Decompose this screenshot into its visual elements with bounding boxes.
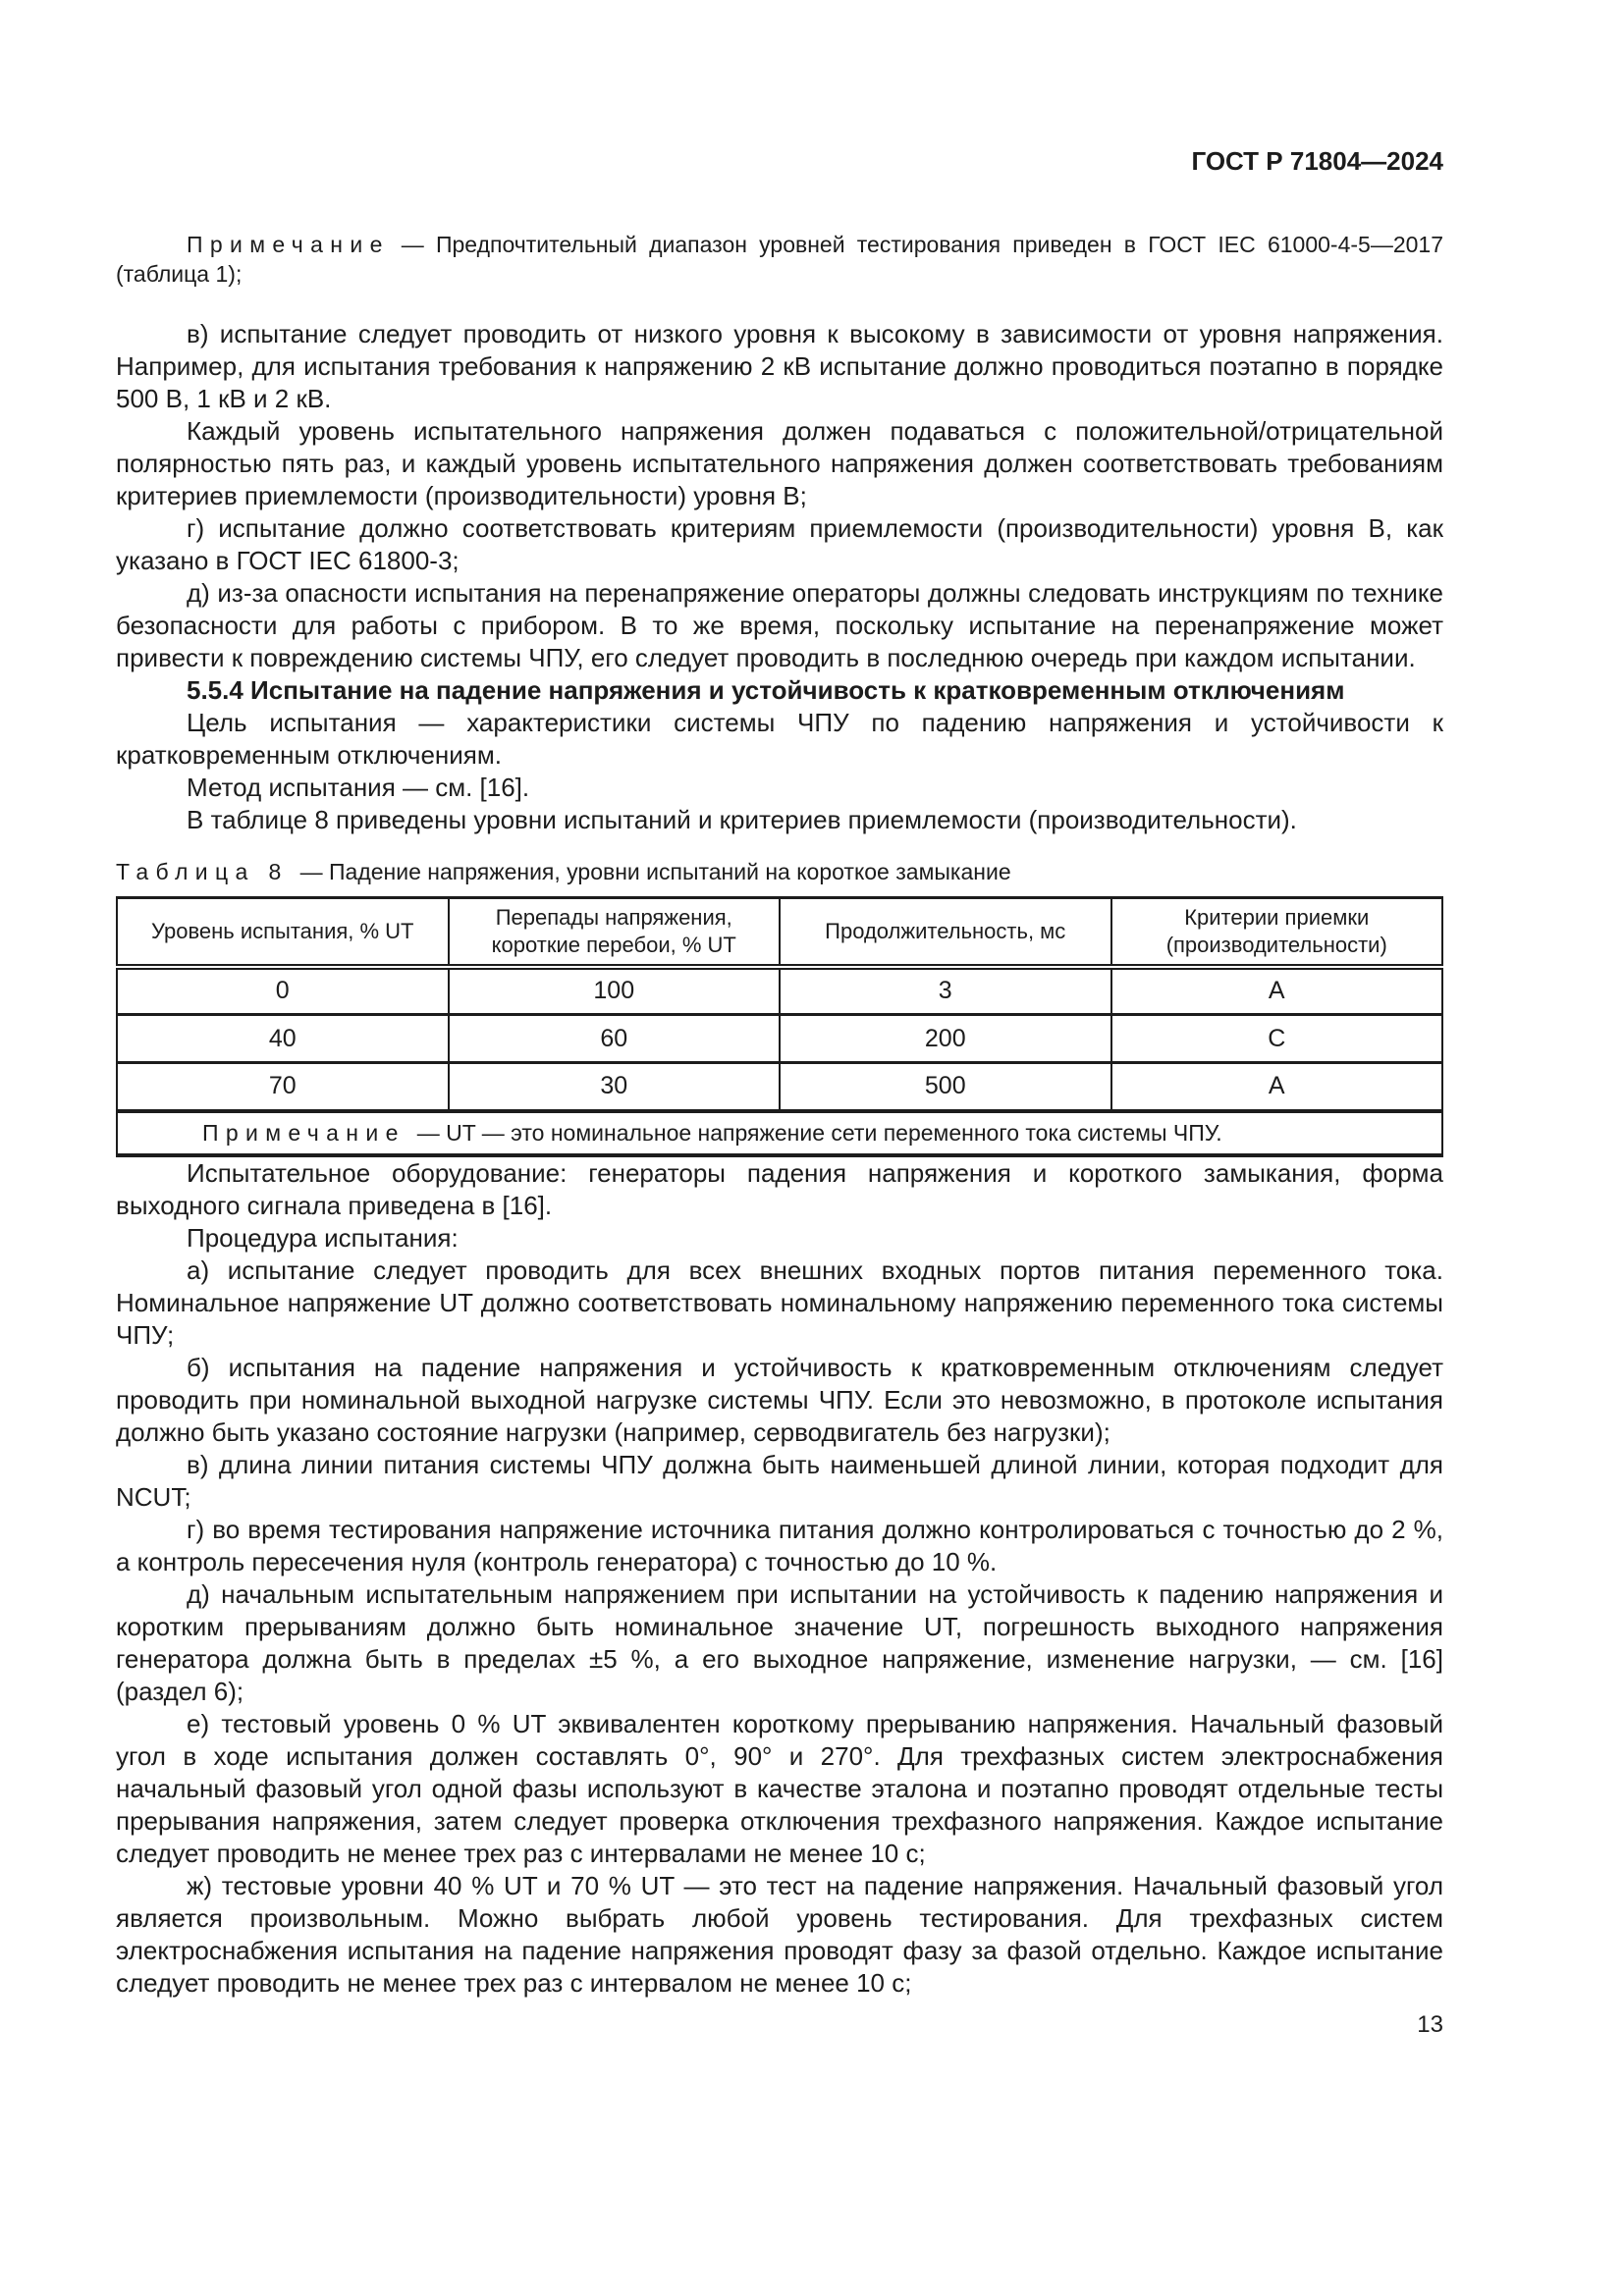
table-caption-label: Таблица 8 <box>116 859 289 884</box>
paragraph-equipment: Испытательное оборудование: генераторы падения напряжения и короткого замыкания, форма выходного сигнала приведена в [16]. <box>116 1157 1443 1220</box>
paragraph-a: а) испытание следует проводить для всех внешних входных портов питания переменного тока. Номинальное напряжение UT должно соответствовать номинальному напряжению переменного тока системы ЧПУ; <box>116 1255 1443 1350</box>
col-header-duration: Продолжительность, мс <box>780 898 1111 967</box>
paragraph-d: д) из-за опасности испытания на перенапряжение операторы должны следовать инструкциям по технике безопасности для работы с прибором. В то же время, поскольку испытание на перенапряжение может привести к повреждению системы ЧПУ, его следует проводить в последнюю очередь при каждом испытании. <box>116 578 1443 672</box>
table-caption-text: — Падение напряжения, уровни испытаний на короткое замыкание <box>299 859 1011 884</box>
paragraph-v2: в) длина линии питания системы ЧПУ должна быть наименьшей длиной линии, которая подходит для NCUT; <box>116 1449 1443 1512</box>
col-header-test-level: Уровень испытания, % UT <box>117 898 449 967</box>
cell-criteria: С <box>1111 1015 1443 1063</box>
table-caption <box>116 857 1443 886</box>
col-header-voltage-dips: Перепады напряжения, короткие перебои, % UT <box>449 898 781 967</box>
table-header-row <box>117 898 1442 967</box>
table-head <box>117 898 1442 967</box>
note-text: — Предпочтительный диапазон уровней тестирования приведен в ГОСТ IEC 61000-4-5—2017 (таблица 1); <box>116 232 1443 287</box>
table-note-text: — UT — это номинальное напряжение сети переменного тока системы ЧПУ. <box>416 1120 1222 1146</box>
cell-dip: 60 <box>449 1015 781 1063</box>
table-note-label: Примечание <box>202 1120 406 1146</box>
col-header-acceptance-criteria: Критерии приемки (производительности) <box>1111 898 1443 967</box>
note-label: Примечание <box>187 232 390 257</box>
cell-criteria: А <box>1111 1063 1443 1111</box>
doc-header <box>116 145 1443 177</box>
paragraph-v: в) испытание следует проводить от низкого уровня к высокому в зависимости от уровня напряжения. Например, для испытания требования к напряжению 2 кВ испытание должно проводиться поэтапно в порядке 500 В, 1 кВ и 2 кВ. <box>116 319 1443 413</box>
paragraph-method: Метод испытания — см. [16]. <box>187 773 530 802</box>
table-body <box>117 967 1442 1155</box>
paragraph-e: е) тестовый уровень 0 % UT эквивалентен короткому прерыванию напряжения. Начальный фазовый угол в ходе испытания должен составлять 0°, 90° и 270°. Для трехфазных систем электроснабжения начальный фазовый угол одной фазы используют в качестве эталона и поэтапно проводят отдельные тесты прерывания напряжения, затем следует проверка отключения трехфазного напряжения. Каждое испытание следует проводить не менее трех раз с интервалами не менее 10 с; <box>116 1708 1443 1868</box>
cell-duration: 500 <box>780 1063 1111 1111</box>
paragraph-each-level: Каждый уровень испытательного напряжения должен подаваться с положительной/отрицательной полярностью пять раз, и каждый уровень испытательного напряжения должен соответствовать требованиям критериев приемлемости (производительности) уровня В; <box>116 416 1443 510</box>
cell-dip: 30 <box>449 1063 781 1111</box>
paragraph-g: г) испытание должно соответствовать критериям приемлемости (производительности) уровня В, как указано в ГОСТ IEC 61800-3; <box>116 513 1443 575</box>
section-heading-5-5-4: 5.5.4 Испытание на падение напряжения и устойчивость к кратковременным отключениям <box>187 675 1345 705</box>
cell-level: 70 <box>117 1063 449 1111</box>
table-note <box>117 1111 1442 1155</box>
cell-level: 40 <box>117 1015 449 1063</box>
cell-level: 0 <box>117 967 449 1015</box>
doc-code: ГОСТ Р 71804—2024 <box>1191 146 1443 176</box>
paragraph-zh: ж) тестовые уровни 40 % UT и 70 % UT — это тест на падение напряжения. Начальный фазовый угол является произвольным. Можно выбрать любой уровень тестирования. Для трехфазных систем электроснабжения испытания на падение напряжения проводят фазу за фазой отдельно. Каждое испытание следует проводить не менее трех раз с интервалом не менее 10 с; <box>116 1870 1443 1998</box>
table-note-row <box>117 1111 1442 1155</box>
table-row <box>117 1063 1442 1111</box>
table-row <box>117 967 1442 1015</box>
paragraph-goal: Цель испытания — характеристики системы ЧПУ по падению напряжения и устойчивости к кратковременным отключениям. <box>116 708 1443 770</box>
paragraph-g2: г) во время тестирования напряжение источника питания должно контролироваться с точностью до 2 %, а контроль пересечения нуля (контроль генератора) с точностью до 10 %. <box>116 1514 1443 1576</box>
cell-duration: 3 <box>780 967 1111 1015</box>
paragraph-procedure: Процедура испытания: <box>187 1222 459 1253</box>
paragraph-b: б) испытания на падение напряжения и устойчивость к кратковременным отключениям следует проводить при номинальной выходной нагрузке системы ЧПУ. Если это невозможно, в протоколе испытания должно быть указано состояние нагрузки (например, серводвигатель без нагрузки); <box>116 1352 1443 1447</box>
cell-criteria: А <box>1111 967 1443 1015</box>
table-row <box>117 1015 1442 1063</box>
paragraph-d2: д) начальным испытательным напряжением при испытании на устойчивость к падению напряжения и коротким прерываниям должно быть номинальное значение UT, погрешность выходного напряжения генератора должна быть в пределах ±5 %, а его выходное напряжение, изменение нагрузки, — см. [16] (раздел 6); <box>116 1578 1443 1706</box>
note-paragraph <box>116 230 1443 289</box>
paragraph-table-ref: В таблице 8 приведены уровни испытаний и критериев приемлемости (производительности). <box>187 805 1297 834</box>
page-number: 13 <box>1417 2010 1443 2038</box>
cell-dip: 100 <box>449 967 781 1015</box>
test-levels-table <box>116 896 1443 1157</box>
cell-duration: 200 <box>780 1015 1111 1063</box>
